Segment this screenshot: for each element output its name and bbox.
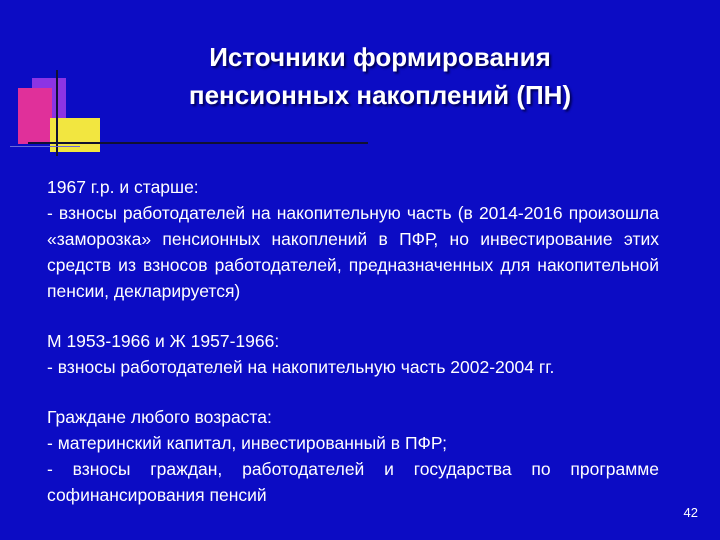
section-2-heading: М 1953-1966 и Ж 1957-1966: [47,331,280,351]
title-line-1: Источники формирования [209,42,551,72]
section-3-heading: Граждане любого возраста: [47,407,272,427]
section-1-text: - взносы работодателей на накопительную часть (в 2014-2016 произошла «заморозка» пенсионных накоплений в ПФР, но инвестирование этих средств из взносов работодателей, предназначенных для накопительной пенсии, декларируется) [47,203,659,301]
section-3-line-1: - материнский капитал, инвестированный в ПФР; [47,433,447,453]
section-2-text: - взносы работодателей на накопительную часть 2002-2004 гг. [47,357,555,377]
slide-title [90,38,670,114]
section-1-heading: 1967 г.р. и старше: [47,177,199,197]
title-line-2: пенсионных накоплений (ПН) [188,80,572,110]
decor-faint-line [10,146,80,147]
slide-body [47,174,659,508]
section-1 [47,174,659,304]
section-3-line-2: - взносы граждан, работодателей и государства по программе софинансирования пенсий [47,459,659,505]
section-3 [47,404,659,508]
decor-horizontal-line [28,142,368,144]
section-2 [47,328,659,380]
decor-magenta-square [18,88,52,144]
page-number: 42 [683,505,698,520]
